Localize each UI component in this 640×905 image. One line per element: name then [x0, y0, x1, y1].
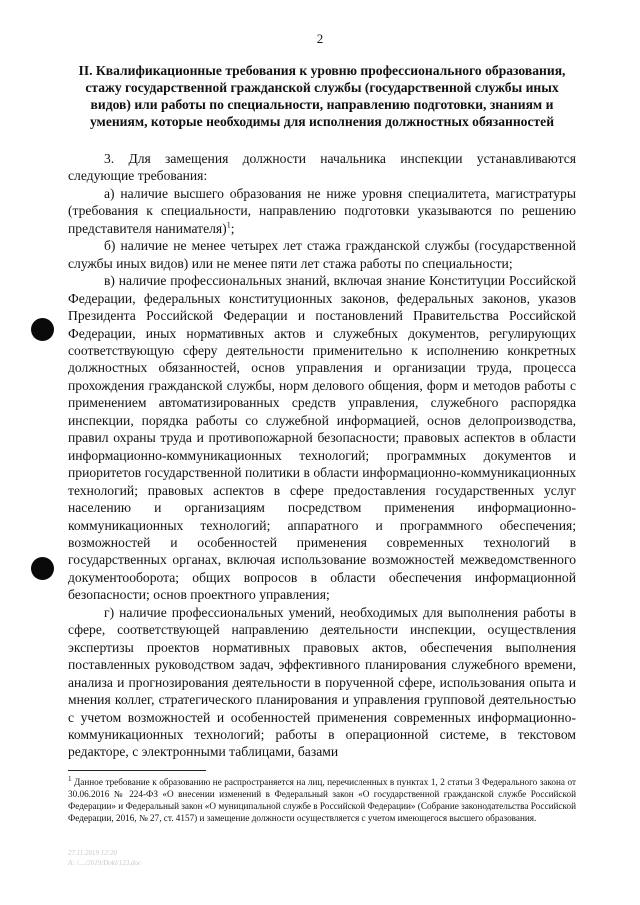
- paragraph-b: б) наличие не менее четырех лет стажа гражданской службы (государственной службы иных видов) или не менее пяти лет стажа работы по специальности;: [68, 238, 576, 271]
- page-number: 2: [316, 31, 324, 46]
- paragraph-a-text: а) наличие высшего образования не ниже уровня специалитета, магистратуры (требования к специальности, направлению подготовки указываются по решению представителя нанимателя): [68, 185, 576, 236]
- paragraph-3: 3. Для замещения должности начальника инспекции устанавливаются следующие требования:: [68, 151, 576, 184]
- punch-hole-bottom: [31, 557, 54, 580]
- paragraph-v: в) наличие профессиональных знаний, включая знание Конституции Российской Федерации, федеральных конституционных законов, федеральных законов, указов Президента Российской Федерации и постановлений Правительства Российской Федерации, иных нормативных актов и служебных документов, регулирующих соответствующую сферу деятельности применительно к исполнению конкретных должностных обязанностей, основ управления и организации труда, процесса прохождения гражданской службы, норм делового общения, форм и методов работы с применением автоматизированных средств управления, служебного распорядка инспекции, порядка работы со служебной информацией, основ делопроизводства, правил охраны труда и противопожарной безопасности; правовых аспектов в области информационно-коммуникационных технологий; программных документов и приоритетов государственной политики в области информационно-коммуникационных технологий; правовых аспектов в сфере предоставления государственных услуг населению и организациям посредством применения информационно-коммуникационных технологий; аппаратного и программного обеспечения; возможностей и особенностей применения современных технологий в государственных органах, включая использование возможностей межведомственного документооборота; общих вопросов в области обеспечения информационной безопасности; основ проектного управления;: [68, 273, 576, 603]
- footnote: [68, 776, 576, 824]
- paragraph-g: г) наличие профессиональных умений, необходимых для выполнения работы в сфере, соответствующей направлению деятельности инспекции, осуществления экспертизы проектов нормативных правовых актов, обеспечения выполнения поставленных руководством задач, эффективного планирования служебного времени, анализа и прогнозирования деятельности в порученной сфере, использования опыта и мнения коллег, стратегического планирования и управления групповой деятельностью с учетом возможностей и особенностей применения современных информационно-коммуникационных технологий; работы в операционной системе, в текстовом редакторе, с электронными таблицами, базами: [68, 604, 576, 760]
- punch-hole-top: [31, 318, 54, 341]
- footnote-ref[interactable]: 1: [226, 220, 231, 230]
- footnote-text: Данное требование к образованию не распространяется на лиц, перечисленных в пунктах 1, 2 статьи 3 Федерального закона от 30.06.2016 № 224-ФЗ «О внесении изменений в Федеральный закон «О государственной гражданской службе Российской Федерации» и Федеральный закон «О муниципальной службе в Российской Федерации» (Собрание законодательства Российской Федерации, 2016, № 27, ст. 4157) и замещение должности осуществляется с учетом имеющегося высшего образования.: [68, 777, 576, 823]
- print-stamp-line-1: 27.11.2019 12:20: [68, 849, 118, 857]
- section-heading: II. Квалификационные требования к уровню профессионального образования, стажу государственной гражданской службы (государственной службы иных видов) или работы по специальности, направлению подготовки, знаниям и умениям, которые необходимы для исполнения должностных обязанностей: [78, 63, 566, 129]
- paragraph-a-end: ;: [230, 220, 235, 236]
- body-text: [68, 150, 576, 761]
- print-stamp-line-2: А: /..../2019/Dokl/123.doc: [68, 859, 142, 867]
- paragraph-a: [68, 185, 576, 237]
- footnote-divider: [68, 770, 206, 771]
- footnote-mark: 1: [68, 774, 72, 783]
